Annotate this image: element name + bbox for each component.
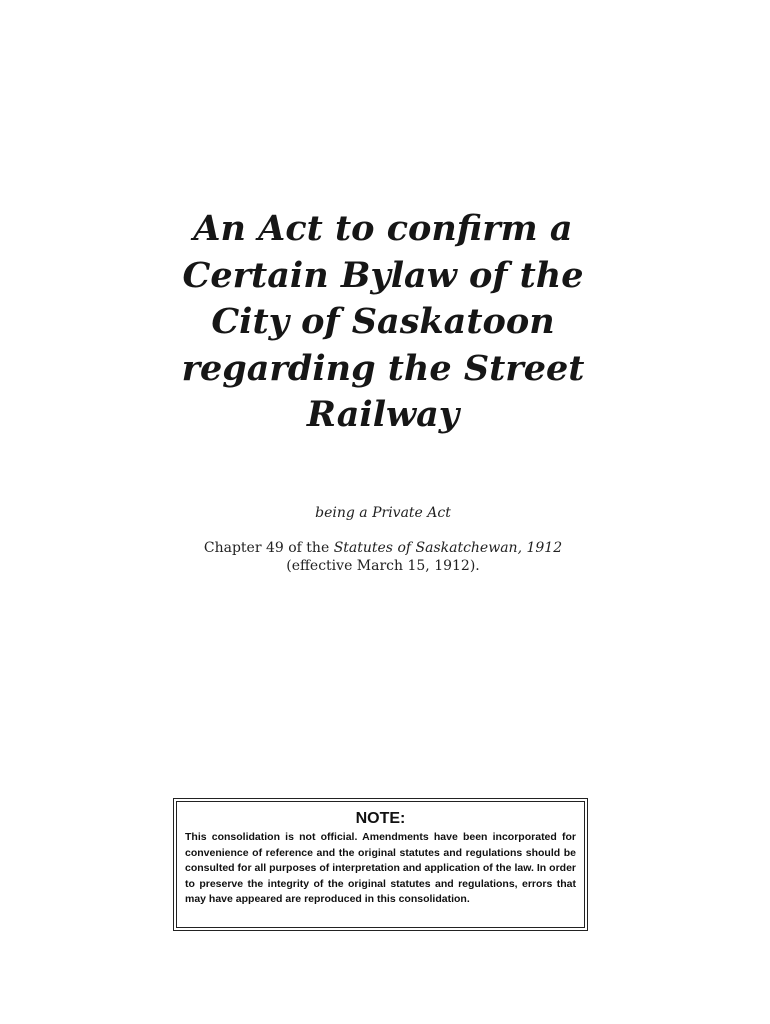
act-title bbox=[150, 206, 616, 439]
private-act-subtitle: being a Private Act bbox=[315, 505, 451, 521]
statutes-name: Statutes of Saskatchewan, 1912 bbox=[333, 540, 563, 556]
title-line-1: An Act to confirm a bbox=[193, 208, 573, 249]
chapter-citation bbox=[150, 539, 616, 575]
note-inner-frame bbox=[176, 801, 585, 928]
title-line-4: regarding the Street bbox=[181, 347, 585, 389]
note-text: This consolidation is not official. Amendments have been incorporated for convenience of reference and the original statutes and regulations should be consulted for all purposes of interpretation and application of the law. In order to preserve the integrity of the original statutes and regulations, errors that may have appeared are reproduced in this consolidation. bbox=[185, 831, 576, 906]
chapter-citation-line bbox=[150, 539, 616, 557]
title-line-5: Railway bbox=[306, 394, 460, 435]
note-box bbox=[173, 798, 588, 931]
chapter-prefix: Chapter 49 of the bbox=[203, 540, 330, 556]
title-line-3: City of Saskatoon bbox=[211, 301, 555, 342]
note-heading: NOTE: bbox=[355, 810, 406, 827]
title-line-2: Certain Bylaw of the bbox=[182, 254, 584, 296]
effective-date: (effective March 15, 1912). bbox=[286, 558, 480, 574]
